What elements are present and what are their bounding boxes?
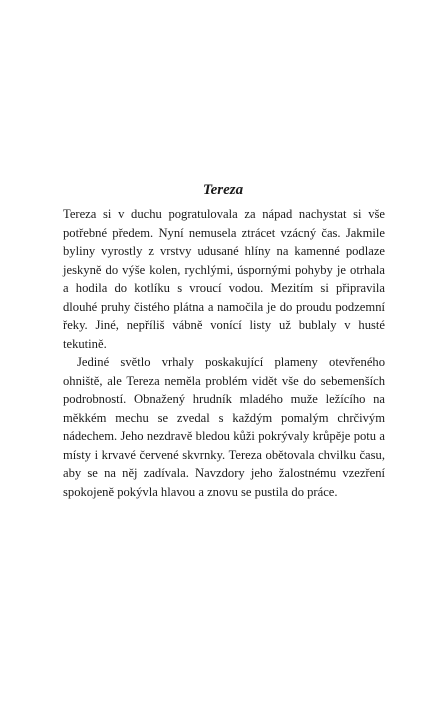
body-text	[63, 205, 385, 501]
paragraph-2: Jediné světlo vrhaly poskakující plameny otevřeného ohniště, ale Tereza neměla problém vidět vše do sebemenších podrobností. Obnažený hrudník mladého muže ležícího na měkkém mechu se zvedal s každým pomalým chrčivým nádechem. Jeho nezdravě bledou kůži pokrývaly krůpěje potu a místy i krvavé červené skvrnky. Tereza obětovala chvilku času, aby se na něj zadívala. Navzdory jeho žalostnému vzezření spokojeně pokývla hlavou a znovu se pustila do práce.	[63, 355, 385, 499]
paragraph-1: Tereza si v duchu pogratulovala za nápad nachystat si vše potřebné předem. Nyní nemusela ztrácet vzácný čas. Jakmile byliny vyrostly z vrstvy udusané hlíny na kamenné podlaze jeskyně do výše kolen, rychlými, úspornými pohyby je otrhala a hodila do kotlíku s vroucí vodou. Mezitím si připravila dlouhé pruhy čistého plátna a namočila je do proudu podzemní řeky. Jiné, nepříliš vábně vonící listy už bublaly v husté tekutině.	[63, 207, 385, 351]
chapter-title: Tereza	[202, 182, 244, 198]
